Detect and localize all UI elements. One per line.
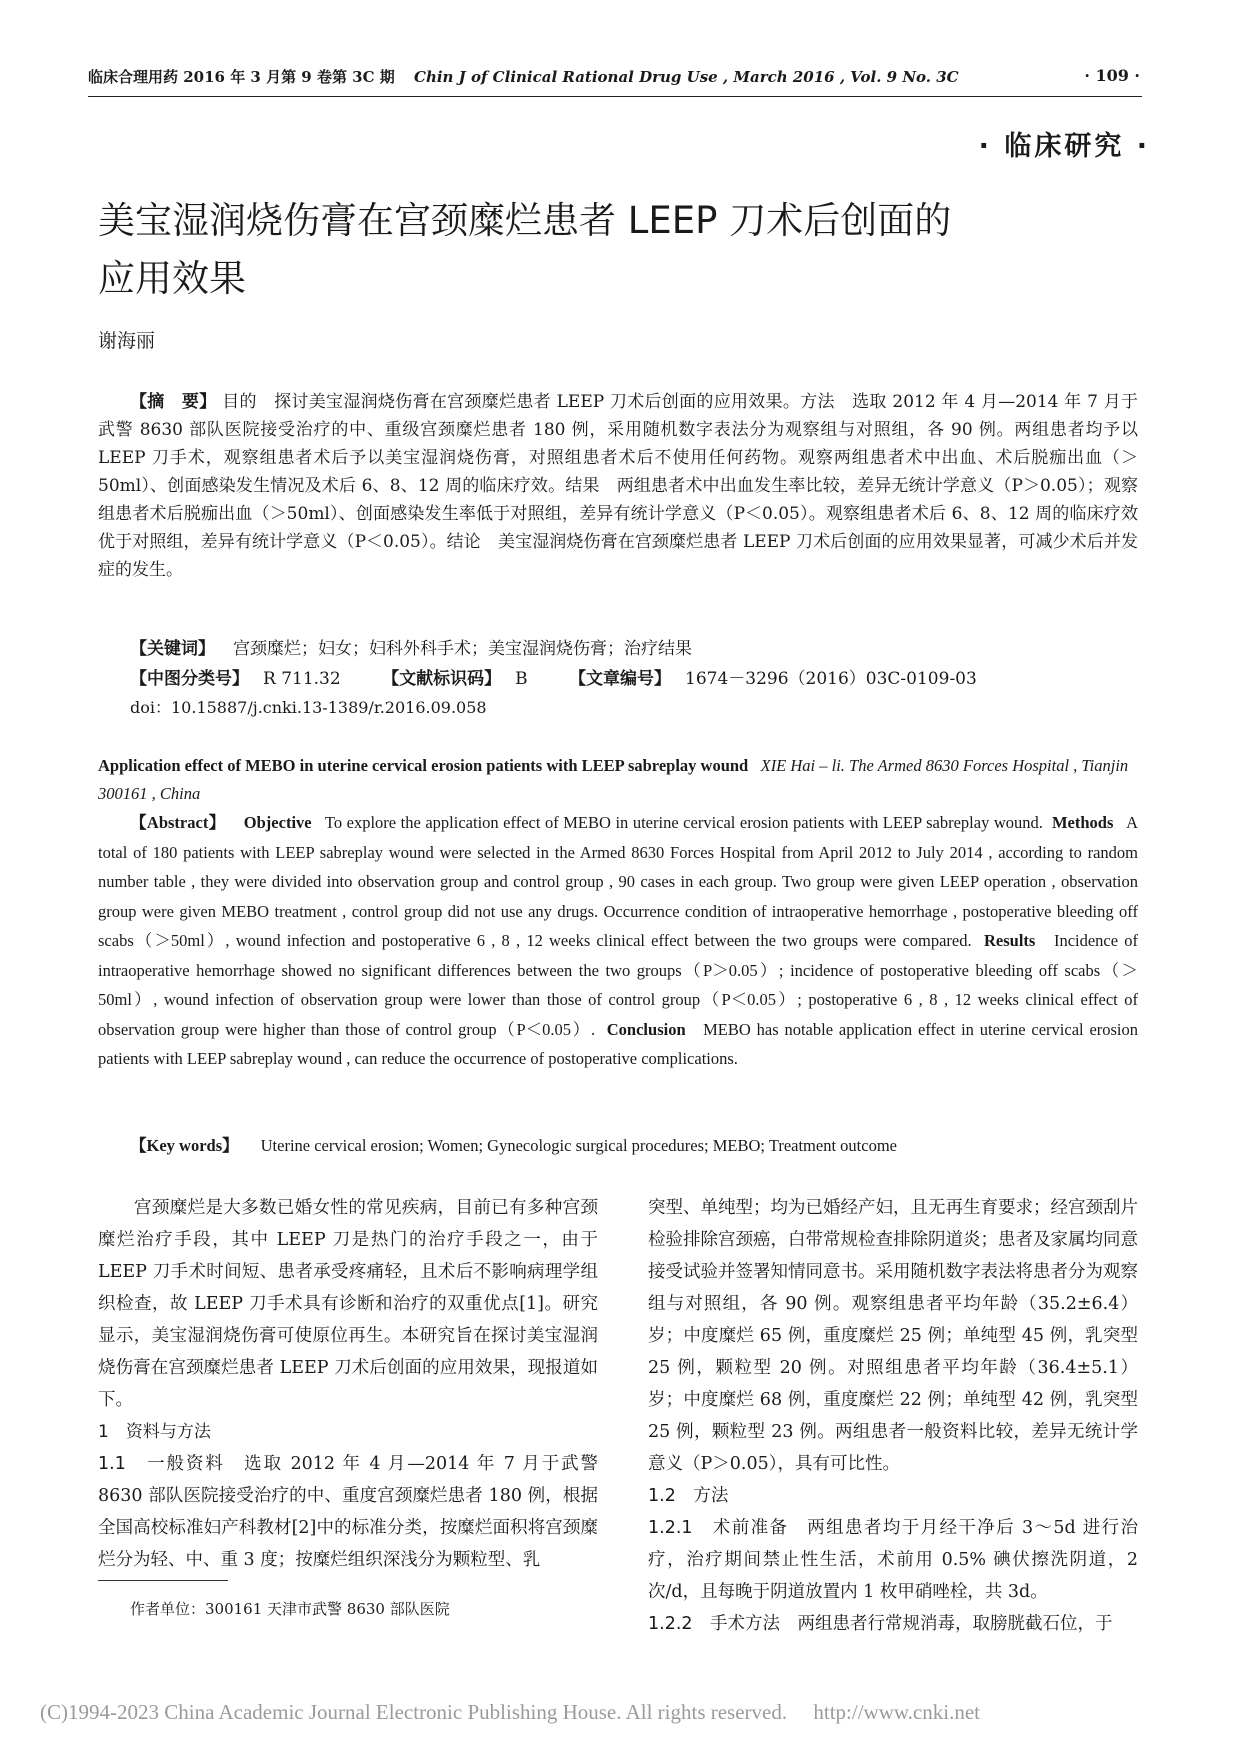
abstract-cn-text: 目的 探讨美宝湿润烧伤膏在宫颈糜烂患者 LEEP 刀术后创面的应用效果。方法 选取 2012 年 4 月—2014 年 7 月于武警 8630 部队医院接受治疗的中、重级宫颈糜烂患者 180 例，采用随机数字表法分为观察组与对照组，各 90 例。两组患者均予以 LEEP 刀手术，观察组患者术后予以美宝湿润烧伤膏，对照组患者术后不使用任何药物。观察两组患者术中出血、术后脱痂出血（＞50ml）、创面感染发生情况及术后 6、8、12 周的临床疗效。结果 两组患者术中出血发生率比较，差异无统计学意义（P＞0.05）；观察组患者术后脱痂出血（＞50ml）、创面感染发生率低于对照组，差异有统计学意义（P＜0.05）。观察组患者术后 6、8、12 周的临床疗效优于对照组，差异有统计学意义（P＜0.05）。结论 美宝湿润烧伤膏在宫颈糜烂患者 LEEP 刀术后创面的应用效果显著，可减少术后并发症的发生。 [98, 392, 1139, 580]
doi-line: doi：10.15887/j.cnki.13-1389/r.2016.09.058 [130, 698, 487, 717]
conclusion-text: MEBO has notable application effect in uterine cervical erosion patients with LEEP sabreplay wound , can reduce the occurrence of postoperative complications. [98, 1019, 1139, 1068]
conclusion-label: Conclusion [606, 1019, 686, 1039]
footnote-divider [98, 1580, 228, 1581]
body-column-left [98, 1192, 598, 1576]
article-number-label: 【文章编号】 [569, 669, 671, 689]
objective-label: Objective [243, 813, 312, 832]
copyright-notice: (C)1994-2023 China Academic Journal Electronic Publishing House. All rights reserved. http://www.cnki.net [40, 1700, 980, 1724]
doc-code-label: 【文献标识码】 [382, 669, 502, 689]
abstract-en [98, 808, 1138, 1074]
keywords-cn [130, 634, 692, 659]
intro-paragraph: 宫颈糜烂是大多数已婚女性的常见疾病，目前已有多种宫颈糜烂治疗手段，其中 LEEP 刀是热门的治疗手段之一，由于 LEEP 刀手术时间短、患者承受疼痛轻，且术后不影响病理学组织检查，故 LEEP 刀手术具有诊断和治疗的双重优点[1]。研究显示，美宝湿润烧伤膏可使原位再生。本研究旨在探讨美宝湿润烧伤膏在宫颈糜烂患者 LEEP 刀术后创面的应用效果，现报道如下。 [98, 1198, 598, 1410]
journal-name-en: Chin J of Clinical Rational Drug Use , March 2016 , Vol. 9 No. 3C [414, 68, 959, 86]
section-1-1-label: 1.1 一般资料 [98, 1454, 225, 1474]
abstract-cn [98, 388, 1138, 584]
journal-header [88, 66, 959, 87]
keywords-cn-label: 【关键词】 [130, 639, 215, 659]
header-divider [88, 96, 1142, 97]
section-1-2-1-text: 两组患者均于月经干净后 3～5d 进行治疗，治疗期间禁止性生活，术前用 0.5% 碘伏擦洗阴道，2 次/d，且每晚于阴道放置内 1 枚甲硝唑栓，共 3d。 [648, 1518, 1138, 1602]
doc-code-value: B [515, 669, 528, 689]
body-column-right [648, 1192, 1138, 1640]
section-1-2-2-text: 两组患者行常规消毒，取膀胱截石位，于 [780, 1614, 1113, 1634]
page-number: · 109 · [1084, 66, 1140, 85]
clc-value: R 711.32 [263, 669, 341, 689]
classification-line [130, 664, 977, 689]
section-1-2-2-paragraph [648, 1608, 1138, 1640]
english-title: Application effect of MEBO in uterine cervical erosion patients with LEEP sabreplay wound [98, 756, 749, 775]
methods-text: A total of 180 patients with LEEP sabreplay wound were selected in the Armed 8630 Forces Hospital from April 2012 to July 2014 , according to random number table , they were divided into observation group and control group , 90 cases in each group. Two group were given LEEP operation , observation group were given MEBO treatment , control group did not use any drugs. Occurrence condition of intraoperative hemorrhage , postoperative bleeding off scabs（＞50ml）, wound infection and postoperative 6 , 8 , 12 weeks clinical effect between the two groups were compared. [98, 813, 1139, 950]
journal-name-cn: 临床合理用药 2016 年 3 月第 9 卷第 3C 期 [88, 68, 395, 86]
english-title-block [98, 752, 1138, 808]
section-1-heading: 1 资料与方法 [98, 1422, 211, 1442]
english-author-affiliation: XIE Hai – li. The Armed 8630 Forces Hospital , Tianjin 300161 , China [98, 756, 1129, 803]
objective-text: To explore the application effect of MEBO in uterine cervical erosion patients with LEEP sabreplay wound. [324, 813, 1043, 832]
section-1-2-1-label: 1.2.1 术前准备 [648, 1518, 789, 1538]
results-label: Results [984, 931, 1036, 950]
section-1-2-heading: 1.2 方法 [648, 1486, 729, 1506]
section-1-1-continued: 突型、单纯型；均为已婚经产妇，且无再生育要求；经宫颈刮片检验排除宫颈癌，白带常规检查排除阴道炎；患者及家属均同意接受试验并签署知情同意书。采用随机数字表法将患者分为观察组与对照组，各 90 例。观察组患者平均年龄（35.2±6.4）岁；中度糜烂 65 例，重度糜烂 25 例；单纯型 45 例，乳突型 25 例，颗粒型 20 例。对照组患者平均年龄（36.4±5.1）岁；中度糜烂 68 例，重度糜烂 22 例；单纯型 42 例，乳突型 25 例，颗粒型 23 例。两组患者一般资料比较，差异无统计学意义（P＞0.05），具有可比性。 [648, 1198, 1138, 1474]
abstract-en-label: 【Abstract】 [130, 813, 226, 832]
article-number-value: 1674－3296（2016）03C-0109-03 [685, 669, 977, 689]
section-label: · 临床研究 · [978, 131, 1150, 162]
keywords-cn-text: 宫颈糜烂；妇女；妇科外科手术；美宝湿润烧伤膏；治疗结果 [233, 639, 692, 659]
author-name: 谢海丽 [98, 330, 156, 352]
author-affiliation-footnote: 作者单位：300161 天津市武警 8630 部队医院 [130, 1600, 450, 1618]
clc-label: 【中图分类号】 [130, 669, 249, 689]
keywords-en [130, 1132, 897, 1156]
title-line-1: 美宝湿润烧伤膏在宫颈糜烂患者 LEEP 刀术后创面的 [98, 199, 952, 242]
section-1-1-text: 选取 2012 年 4 月—2014 年 7 月于武警 8630 部队医院接受治疗的中、重度宫颈糜烂患者 180 例，根据全国高校标准妇产科教材[2]中的标准分类，按糜烂面积将宫颈糜烂分为轻、中、重 3 度；按糜烂组织深浅分为颗粒型、乳 [98, 1454, 598, 1570]
title-line-2: 应用效果 [98, 257, 246, 300]
methods-label: Methods [1051, 813, 1114, 832]
abstract-cn-label: 【摘 要】 [130, 392, 217, 412]
section-1-2-2-label: 1.2.2 手术方法 [648, 1614, 781, 1634]
article-title [98, 192, 998, 308]
results-text: Incidence of intraoperative hemorrhage showed no significant differences between the two groups（P＞0.05）; incidence of postoperative bleeding off scabs（＞50ml）, wound infection of observation group were lower than those of control group（P＜0.05）; postoperative 6 , 8 , 12 weeks clinical effect of observation group were higher than those of control group（P＜0.05）. [98, 931, 1139, 1039]
section-1-1-paragraph [98, 1448, 598, 1576]
section-1-2-1-paragraph [648, 1512, 1138, 1608]
keywords-en-text: Uterine cervical erosion; Women; Gynecologic surgical procedures; MEBO; Treatment outcome [260, 1136, 897, 1155]
keywords-en-label: 【Key words】 [130, 1136, 239, 1155]
